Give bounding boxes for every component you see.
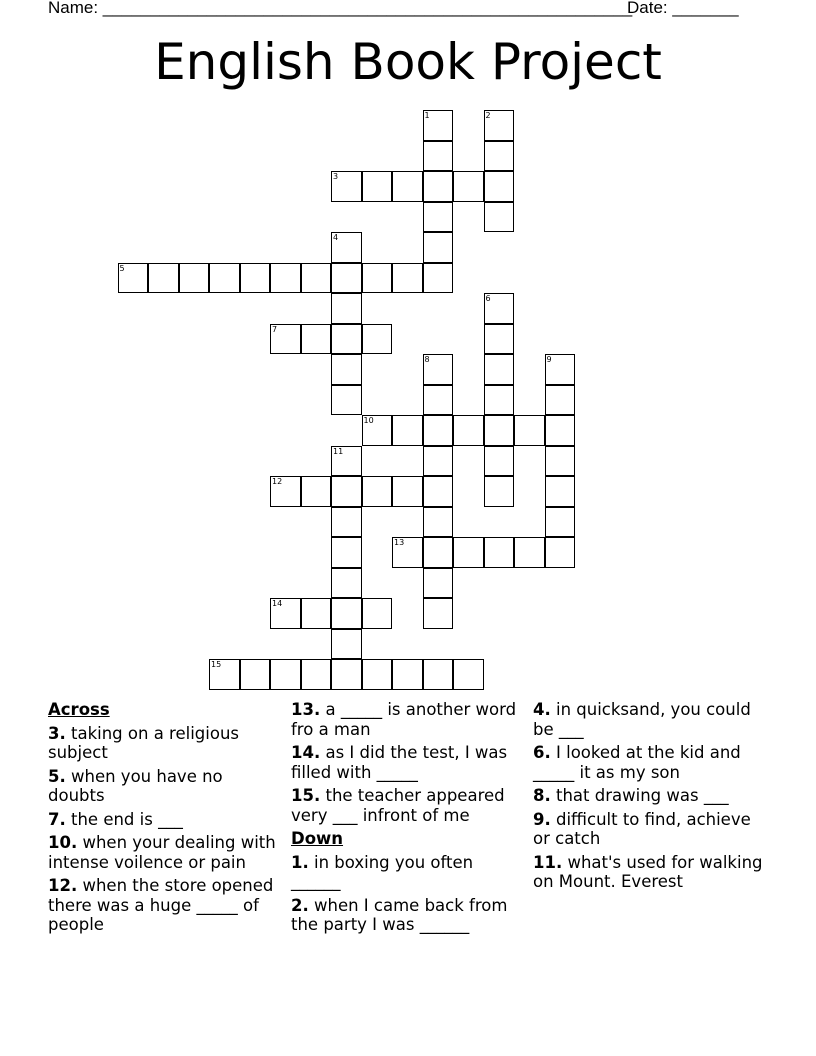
grid-cell[interactable] — [331, 568, 362, 599]
name-field[interactable]: Name: ________________________________________________________ — [48, 0, 633, 17]
clue-text: when your dealing with intense voilence or pain — [48, 833, 276, 872]
grid-cell[interactable] — [362, 263, 393, 294]
clue-column-2 — [291, 700, 527, 939]
grid-cell[interactable] — [423, 598, 454, 629]
clue-number: 4. — [533, 700, 551, 719]
clue-text: taking on a religious subject — [48, 723, 239, 762]
grid-cell[interactable] — [331, 385, 362, 416]
grid-cell[interactable] — [484, 415, 515, 446]
grid-cell[interactable] — [423, 141, 454, 172]
grid-cell[interactable] — [331, 354, 362, 385]
grid-cell[interactable] — [453, 415, 484, 446]
clue-number-label: 2 — [485, 111, 491, 120]
clue-number-label: 14 — [272, 599, 283, 608]
grid-cell[interactable] — [423, 568, 454, 599]
grid-cell[interactable] — [392, 415, 423, 446]
grid-cell[interactable] — [453, 659, 484, 690]
clue-number: 3. — [48, 723, 66, 743]
grid-cell[interactable] — [331, 598, 362, 629]
clue-text: when you have no doubts — [48, 766, 223, 805]
across-heading: Across — [48, 700, 110, 719]
grid-cell[interactable] — [362, 171, 393, 202]
clue-number-label: 11 — [333, 446, 344, 456]
grid-cell[interactable] — [453, 537, 484, 568]
clue-number: 15. — [291, 786, 321, 805]
down-heading: Down — [291, 829, 344, 848]
clue-text: when I came back from the party I was ______ — [291, 895, 508, 934]
grid-cell[interactable] — [484, 110, 515, 141]
grid-cell[interactable] — [545, 537, 576, 568]
clue-text: the teacher appeared very ___ infront of me — [291, 786, 505, 825]
grid-cell[interactable] — [392, 263, 423, 294]
grid-cell[interactable] — [331, 537, 362, 568]
grid-cell[interactable] — [484, 354, 515, 385]
grid-cell[interactable] — [423, 232, 454, 263]
grid-cell[interactable] — [270, 659, 301, 690]
grid-cell[interactable] — [240, 659, 271, 690]
grid-cell[interactable] — [331, 232, 362, 263]
grid-cell[interactable] — [514, 415, 545, 446]
clue-number-label: 8 — [424, 355, 430, 364]
clue-number-label: 5 — [119, 263, 125, 273]
down-clue-2 — [291, 896, 527, 935]
grid-cell[interactable] — [331, 476, 362, 507]
grid-cell[interactable] — [392, 659, 423, 690]
clue-column-3 — [533, 700, 769, 896]
clue-number: 10. — [48, 833, 78, 852]
grid-cell[interactable] — [331, 293, 362, 324]
clue-number-label: 13 — [394, 538, 405, 547]
grid-cell[interactable] — [545, 476, 576, 507]
clue-column-1 — [48, 700, 284, 939]
clue-number-label: 12 — [272, 477, 283, 486]
clue-number-label: 10 — [363, 416, 374, 425]
grid-cell[interactable] — [423, 202, 454, 233]
grid-cell[interactable] — [484, 324, 515, 355]
grid-cell[interactable] — [484, 171, 515, 202]
clue-number-label: 6 — [485, 294, 491, 303]
grid-cell[interactable] — [545, 385, 576, 416]
grid-cell[interactable] — [362, 659, 393, 690]
clue-number: 1. — [291, 852, 309, 872]
grid-cell[interactable] — [392, 476, 423, 507]
grid-cell[interactable] — [423, 171, 454, 202]
grid-cell[interactable] — [331, 507, 362, 538]
grid-cell[interactable] — [392, 171, 423, 202]
grid-cell[interactable] — [484, 476, 515, 507]
down-clue-1 — [291, 853, 527, 892]
grid-cell[interactable] — [148, 263, 179, 294]
grid-cell[interactable] — [423, 110, 454, 141]
grid-cell[interactable] — [423, 354, 454, 385]
across-clue-14 — [291, 743, 527, 782]
grid-cell[interactable] — [118, 263, 149, 294]
grid-cell[interactable] — [484, 537, 515, 568]
clue-text: a _____ is another word fro a man — [291, 700, 517, 739]
grid-cell[interactable] — [545, 446, 576, 477]
grid-cell[interactable] — [423, 446, 454, 477]
grid-cell[interactable] — [331, 629, 362, 660]
grid-cell[interactable] — [331, 446, 362, 477]
grid-cell[interactable] — [423, 507, 454, 538]
down-clue-8 — [533, 786, 769, 806]
grid-cell[interactable] — [423, 476, 454, 507]
grid-cell[interactable] — [423, 385, 454, 416]
grid-cell[interactable] — [453, 171, 484, 202]
across-clue-3 — [48, 724, 284, 763]
grid-cell[interactable] — [423, 537, 454, 568]
clue-text: the end is ___ — [65, 809, 183, 829]
clue-number-label: 4 — [333, 233, 339, 242]
grid-cell[interactable] — [331, 171, 362, 202]
grid-cell[interactable] — [270, 324, 301, 355]
down-clue-6 — [533, 743, 769, 782]
grid-cell[interactable] — [301, 476, 332, 507]
grid-cell[interactable] — [301, 659, 332, 690]
grid-cell[interactable] — [209, 263, 240, 294]
grid-cell[interactable] — [362, 324, 393, 355]
clue-number: 5. — [48, 766, 66, 786]
grid-cell[interactable] — [484, 141, 515, 172]
grid-cell[interactable] — [545, 507, 576, 538]
grid-cell[interactable] — [484, 293, 515, 324]
clue-text: as I did the test, I was filled with _____ — [291, 743, 508, 782]
clue-number: 9. — [533, 809, 551, 829]
across-clue-15 — [291, 786, 527, 825]
grid-cell[interactable] — [331, 324, 362, 355]
clue-number: 12. — [48, 876, 78, 895]
clue-text: when the store opened there was a huge _____ of people — [48, 876, 274, 934]
clue-text: that drawing was ___ — [550, 786, 729, 805]
date-field[interactable]: Date: _______ — [627, 0, 739, 17]
grid-cell[interactable] — [362, 598, 393, 629]
grid-cell[interactable] — [301, 263, 332, 294]
clue-number: 8. — [533, 786, 551, 805]
grid-cell[interactable] — [484, 385, 515, 416]
clue-number-label: 1 — [424, 111, 430, 120]
grid-cell[interactable] — [240, 263, 271, 294]
grid-cell[interactable] — [423, 659, 454, 690]
grid-cell[interactable] — [270, 263, 301, 294]
clue-number: 11. — [533, 852, 563, 872]
grid-cell[interactable] — [545, 354, 576, 385]
clue-text: what's used for walking on Mount. Everest — [533, 852, 763, 891]
grid-cell[interactable] — [179, 263, 210, 294]
grid-cell[interactable] — [484, 446, 515, 477]
grid-cell[interactable] — [423, 415, 454, 446]
across-clue-10 — [48, 833, 284, 872]
grid-cell[interactable] — [270, 476, 301, 507]
clue-number-label: 9 — [546, 355, 552, 364]
grid-cell[interactable] — [362, 415, 393, 446]
grid-cell[interactable] — [514, 537, 545, 568]
grid-cell[interactable] — [484, 202, 515, 233]
clue-number: 7. — [48, 809, 66, 829]
clue-number: 13. — [291, 700, 321, 719]
grid-cell[interactable] — [392, 537, 423, 568]
grid-cell[interactable] — [270, 598, 301, 629]
grid-cell[interactable] — [545, 415, 576, 446]
clue-number: 14. — [291, 743, 321, 762]
across-clue-7 — [48, 810, 284, 830]
down-clue-9 — [533, 810, 769, 849]
grid-cell[interactable] — [301, 324, 332, 355]
clue-number-label: 7 — [272, 324, 278, 334]
clue-number: 6. — [533, 743, 551, 762]
down-clue-11 — [533, 853, 769, 892]
down-clue-4 — [533, 700, 769, 739]
clue-number: 2. — [291, 895, 309, 915]
page-title: English Book Project — [154, 33, 662, 91]
clue-number-label: 3 — [333, 172, 339, 181]
clue-number-label: 15 — [211, 660, 222, 669]
grid-cell[interactable] — [331, 263, 362, 294]
across-clue-13 — [291, 700, 527, 739]
clue-text: in quicksand, you could be ___ — [533, 700, 751, 739]
clue-text: in boxing you often ______ — [291, 852, 474, 891]
across-clue-5 — [48, 767, 284, 806]
grid-cell[interactable] — [301, 598, 332, 629]
grid-cell[interactable] — [423, 263, 454, 294]
grid-cell[interactable] — [362, 476, 393, 507]
clue-text: difficult to find, achieve or catch — [533, 809, 751, 848]
across-clue-12 — [48, 876, 284, 935]
grid-cell[interactable] — [209, 659, 240, 690]
grid-cell[interactable] — [331, 659, 362, 690]
clue-text: I looked at the kid and _____ it as my son — [533, 743, 741, 782]
